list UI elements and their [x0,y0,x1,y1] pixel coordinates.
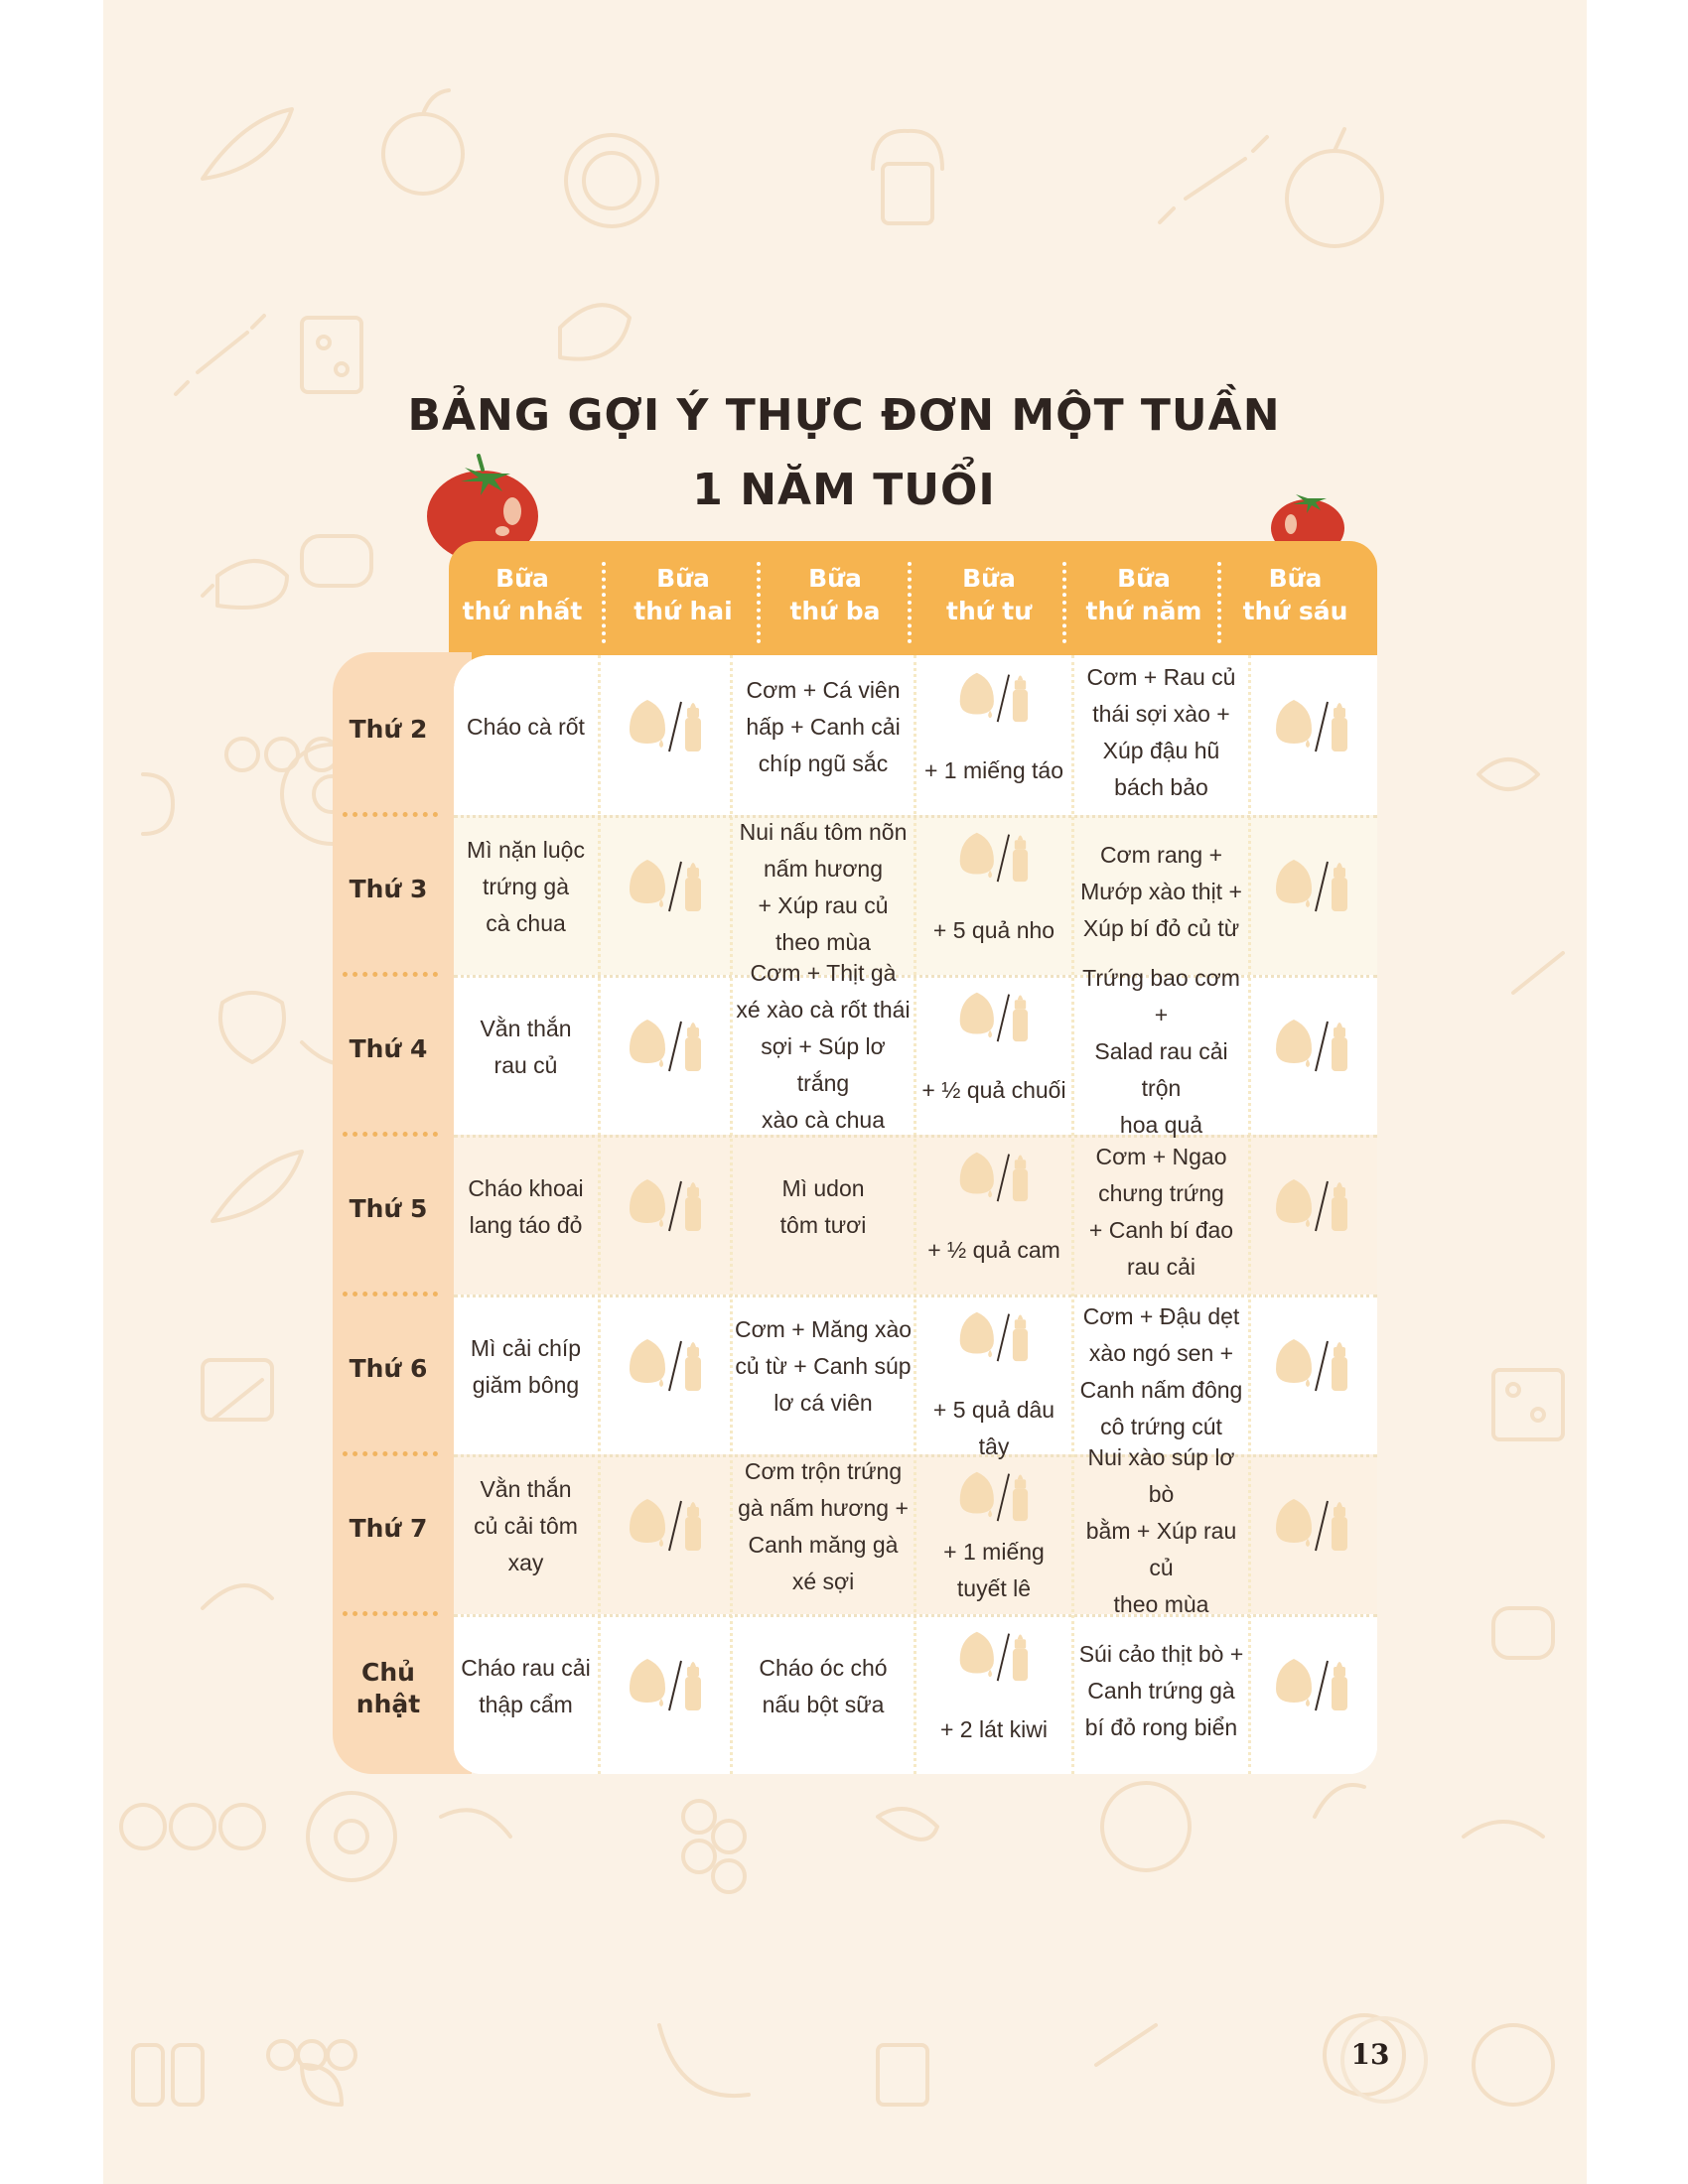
meal-3-cell [733,815,914,959]
cell-line: xay [507,1550,544,1575]
cell-line: + Xúp rau củ [758,891,889,918]
meal-3-cell [733,1614,914,1758]
cell-line: Mướp xào thịt + [1080,879,1242,904]
cell-line: chưng trứng [1098,1179,1224,1206]
column-header-line1: Bữa [962,564,1016,593]
column-header-meal-4 [914,562,1064,631]
snack-line: + 1 miếng [943,1539,1045,1565]
column-header-line2: thứ ba [789,597,881,625]
meal-3-cell [733,1135,914,1279]
column-separator [908,562,912,643]
breast-milk-bottle-icon [954,1147,1034,1207]
meal-1-cell [454,1614,598,1758]
cell-line: xào cà chua [761,1107,886,1133]
snack-note [916,1392,1071,1465]
cell-line: xào ngó sen + [1088,1339,1234,1366]
cell-line: sợi + Súp lơ trắng [761,1033,886,1096]
cell-line: rau cải [1126,1253,1196,1280]
cell-line: cô trứng cút [1100,1413,1222,1439]
cell-line: Canh măng gà [748,1531,899,1558]
breast-milk-bottle-icon [954,987,1034,1047]
meal-3-cell [733,960,914,1133]
meal-5-cell [1074,815,1248,969]
column-header-meal-5 [1068,562,1219,631]
cell-line: Cháo óc chó [759,1654,888,1681]
cell-line: bách bảo [1114,773,1208,800]
cell-line: Xúp bí đỏ củ từ [1082,915,1240,941]
cell-line: Cháo cà rốt [467,714,585,740]
day-separator [343,1132,438,1137]
snack-note [916,1232,1071,1269]
meal-5-cell [1074,965,1248,1138]
cell-line: Cơm + Đậu dẹt [1082,1302,1240,1329]
cell-line: tôm tươi [779,1211,867,1238]
cell-line: Vằn thắn [480,1476,572,1502]
snack-line: + ½ quả chuối [921,1077,1066,1103]
day-label-line1: Thứ 2 [349,714,428,744]
column-header-meal-3 [763,562,908,631]
cell-line: Trứng bao cơm + [1082,965,1240,1027]
breast-milk-bottle-icon [954,1626,1034,1687]
cell-line: Vằn thắn [480,1015,572,1041]
column-header-line2: thứ nhất [462,597,583,625]
breast-milk-bottle-icon [624,1173,707,1237]
day-separator [343,1451,438,1456]
breast-milk-bottle-icon [624,854,707,917]
cell-line: xé sợi [791,1568,855,1594]
day-label-line1: Thứ 6 [349,1353,428,1383]
snack-note [916,1711,1071,1748]
snack-note [916,1072,1071,1109]
cell-line: Cơm rang + [1099,842,1223,868]
meal-5-cell [1074,1614,1248,1768]
cell-line: + Canh bí đao [1088,1216,1234,1243]
column-header-line2: thứ năm [1085,597,1202,625]
snack-line: + 5 quả dâu tây [932,1397,1055,1459]
breast-milk-bottle-icon [624,1653,707,1716]
cell-line: Canh trứng gà [1087,1678,1235,1704]
breast-milk-bottle-icon [954,827,1034,887]
snack-line: + ½ quả cam [927,1237,1060,1263]
meal-3-cell [733,655,914,799]
snack-note [916,752,1071,789]
breast-milk-bottle-icon [1270,1014,1353,1077]
breast-milk-bottle-icon [1270,1333,1353,1397]
cell-line: Cơm + Cá viên [746,677,901,703]
day-label [333,874,444,905]
cell-line: thái sợi xào + [1092,700,1230,727]
meal-1-cell [454,975,598,1119]
cell-line: hoa quả [1119,1112,1203,1138]
cell-line: củ từ + Canh súp [735,1353,912,1379]
cell-line: chíp ngũ sắc [758,751,889,776]
day-label-line1: Thứ 3 [349,874,428,903]
day-separator [343,1611,438,1616]
meal-1-cell [454,1295,598,1438]
meal-5-cell [1074,1135,1248,1289]
column-header-meal-6 [1223,562,1367,631]
column-separator [1217,562,1221,643]
meal-5-cell [1074,1444,1248,1617]
cell-line: theo mùa [775,928,871,955]
cell-line: Cháo rau cải [461,1654,591,1681]
breast-milk-bottle-icon [1270,1493,1353,1557]
breast-milk-bottle-icon [954,1466,1034,1527]
cell-line: Salad rau cải trộn [1094,1038,1228,1101]
snack-line: + 1 miếng táo [923,757,1063,783]
column-header-line2: thứ hai [633,597,733,625]
cell-line: nấu bột sữa [762,1691,885,1717]
day-separator [343,972,438,977]
column-header-line2: thứ sáu [1242,597,1348,625]
cell-line: Xúp đậu hũ [1102,737,1220,763]
column-separator [1062,562,1066,643]
day-label-line1: Thứ 4 [349,1033,428,1063]
breast-milk-bottle-icon [624,1493,707,1557]
column-header-line1: Bữa [656,564,710,593]
breast-milk-bottle-icon [624,1014,707,1077]
column-header-line1: Bữa [495,564,549,593]
day-separator [343,1292,438,1297]
cell-line: Mì cải chíp [470,1334,582,1361]
page-number: 13 [1350,2038,1390,2071]
day-label-line2: nhật [355,1689,421,1718]
day-label [333,1657,444,1720]
cell-line: Cơm + Ngao [1095,1143,1227,1169]
breast-milk-bottle-icon [954,1306,1034,1367]
breast-milk-bottle-icon [954,667,1034,728]
column-header-line1: Bữa [1117,564,1171,593]
breast-milk-bottle-icon [1270,694,1353,757]
day-label-line1: Thứ 7 [349,1513,428,1543]
column-header-line2: thứ tư [946,597,1032,625]
meal-1-cell [454,815,598,959]
cell-line: cà chua [486,910,566,936]
cell-line: Nui xào súp lơ bò [1087,1444,1235,1507]
cell-line: lang táo đỏ [469,1211,583,1238]
day-label [333,1513,444,1545]
meal-3-cell [733,1295,914,1438]
column-header-line1: Bữa [808,564,862,593]
snack-line: + 5 quả nho [932,917,1055,943]
snack-line: tuyết lê [956,1575,1032,1601]
day-label [333,1033,444,1065]
breast-milk-bottle-icon [1270,854,1353,917]
cell-line: xé xào cà rốt thái [736,997,911,1023]
day-label [333,1353,444,1385]
day-label-line1: Thứ 5 [349,1193,428,1223]
meal-3-cell [733,1454,914,1598]
cell-line: Cơm + Măng xào [734,1316,913,1342]
cell-line: Nui nấu tôm nõn [739,818,908,845]
meal-5-cell [1074,1295,1248,1448]
snack-note [916,1534,1071,1607]
cell-line: Cơm + Thịt gà [750,960,897,986]
cell-line: Cháo khoai [468,1174,584,1201]
cell-line: Cơm + Rau củ [1086,663,1236,690]
day-label-line1: Chủ [361,1657,415,1687]
cell-line: trứng gà [482,874,569,899]
column-header-meal-1 [454,562,591,631]
column-header-line1: Bữa [1268,564,1323,593]
page-title: BẢNG GỢI Ý THỰC ĐƠN MỘT TUẦN [407,390,1281,441]
cell-line: giăm bông [472,1371,580,1398]
cell-line: thập cẩm [479,1691,573,1717]
cell-line: Cơm trộn trứng [744,1457,903,1484]
cell-line: Súi cảo thịt bò + [1078,1641,1244,1667]
cell-line: hấp + Canh cải [746,714,901,740]
cell-line: rau củ [493,1051,558,1078]
column-divider [598,655,601,1774]
meal-1-cell [454,655,598,799]
day-label [333,1193,444,1225]
meal-5-cell [1074,655,1248,809]
cell-line: bí đỏ rong biển [1084,1714,1238,1740]
breast-milk-bottle-icon [1270,1173,1353,1237]
cell-line: củ cải tôm [474,1513,578,1539]
cell-line: Mì nặn luộc [467,837,585,863]
snack-note [916,912,1071,949]
cell-line: Canh nấm đông [1079,1376,1243,1403]
cell-line: Mì udon [781,1174,865,1201]
meal-1-cell [454,1135,598,1279]
breast-milk-bottle-icon [624,694,707,757]
cell-line: bằm + Xúp rau củ [1085,1518,1237,1580]
column-separator [757,562,761,643]
cell-line: nấm hương [764,855,883,882]
column-separator [602,562,606,643]
cell-line: theo mùa [1113,1591,1209,1617]
cell-line: lơ cá viên [774,1390,873,1416]
day-separator [343,812,438,817]
breast-milk-bottle-icon [1270,1653,1353,1716]
page-subtitle: 1 NĂM TUỔI [692,465,996,515]
column-header-meal-2 [608,562,759,631]
day-label [333,714,444,746]
breast-milk-bottle-icon [624,1333,707,1397]
snack-line: + 2 lát kiwi [939,1716,1048,1742]
meal-1-cell [454,1454,598,1598]
column-divider [1248,655,1251,1774]
cell-line: gà nấm hương + [738,1494,909,1521]
